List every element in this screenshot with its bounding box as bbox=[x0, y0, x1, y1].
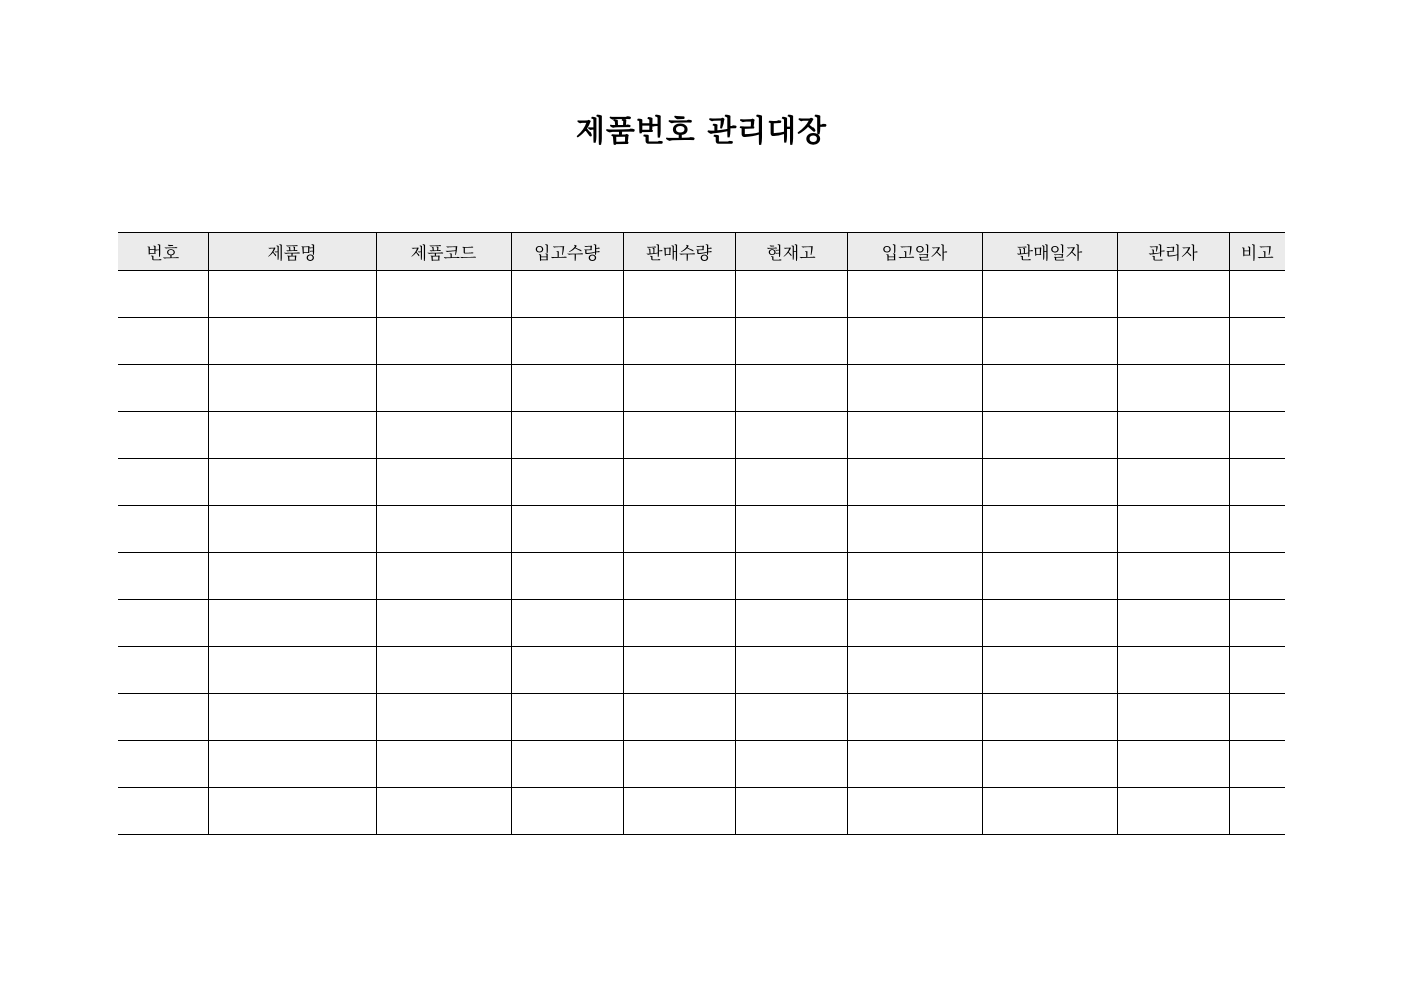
cell-remarks[interactable] bbox=[1229, 506, 1285, 553]
header-received-qty: 입고수량 bbox=[511, 233, 623, 271]
cell-sold-date[interactable] bbox=[982, 647, 1117, 694]
cell-number[interactable] bbox=[118, 600, 208, 647]
cell-manager[interactable] bbox=[1117, 553, 1229, 600]
cell-current-stock[interactable] bbox=[735, 459, 847, 506]
cell-remarks[interactable] bbox=[1229, 600, 1285, 647]
cell-received-qty[interactable] bbox=[511, 553, 623, 600]
table-row bbox=[118, 788, 1285, 835]
cell-number[interactable] bbox=[118, 694, 208, 741]
cell-received-qty[interactable] bbox=[511, 412, 623, 459]
cell-sold-qty[interactable] bbox=[623, 412, 735, 459]
cell-sold-date[interactable] bbox=[982, 365, 1117, 412]
cell-current-stock[interactable] bbox=[735, 412, 847, 459]
table-header bbox=[118, 233, 1285, 271]
cell-sold-date[interactable] bbox=[982, 788, 1117, 835]
table-row bbox=[118, 694, 1285, 741]
cell-sold-qty[interactable] bbox=[623, 600, 735, 647]
cell-current-stock[interactable] bbox=[735, 318, 847, 365]
cell-current-stock[interactable] bbox=[735, 694, 847, 741]
cell-sold-qty[interactable] bbox=[623, 365, 735, 412]
cell-manager[interactable] bbox=[1117, 459, 1229, 506]
table-row bbox=[118, 459, 1285, 506]
cell-received-qty[interactable] bbox=[511, 271, 623, 318]
cell-sold-date[interactable] bbox=[982, 318, 1117, 365]
cell-sold-qty[interactable] bbox=[623, 694, 735, 741]
cell-received-date[interactable] bbox=[847, 553, 982, 600]
cell-product-code[interactable] bbox=[376, 271, 511, 318]
cell-received-date[interactable] bbox=[847, 459, 982, 506]
cell-received-date[interactable] bbox=[847, 694, 982, 741]
cell-product-code[interactable] bbox=[376, 459, 511, 506]
cell-product-code[interactable] bbox=[376, 365, 511, 412]
cell-product-code[interactable] bbox=[376, 694, 511, 741]
header-received-date: 입고일자 bbox=[847, 233, 982, 271]
cell-remarks[interactable] bbox=[1229, 741, 1285, 788]
cell-sold-qty[interactable] bbox=[623, 647, 735, 694]
header-product-name: 제품명 bbox=[208, 233, 376, 271]
cell-current-stock[interactable] bbox=[735, 553, 847, 600]
cell-received-qty[interactable] bbox=[511, 318, 623, 365]
cell-product-code[interactable] bbox=[376, 647, 511, 694]
cell-product-name[interactable] bbox=[208, 365, 376, 412]
cell-product-name[interactable] bbox=[208, 459, 376, 506]
cell-product-code[interactable] bbox=[376, 318, 511, 365]
cell-received-qty[interactable] bbox=[511, 741, 623, 788]
table-row bbox=[118, 365, 1285, 412]
cell-current-stock[interactable] bbox=[735, 506, 847, 553]
header-row bbox=[118, 233, 1285, 271]
cell-manager[interactable] bbox=[1117, 600, 1229, 647]
cell-sold-qty[interactable] bbox=[623, 553, 735, 600]
header-manager: 관리자 bbox=[1117, 233, 1229, 271]
product-ledger-table bbox=[118, 232, 1285, 835]
cell-sold-qty[interactable] bbox=[623, 459, 735, 506]
cell-received-date[interactable] bbox=[847, 506, 982, 553]
cell-received-date[interactable] bbox=[847, 600, 982, 647]
cell-manager[interactable] bbox=[1117, 694, 1229, 741]
cell-received-qty[interactable] bbox=[511, 647, 623, 694]
cell-remarks[interactable] bbox=[1229, 694, 1285, 741]
cell-current-stock[interactable] bbox=[735, 365, 847, 412]
cell-current-stock[interactable] bbox=[735, 600, 847, 647]
page-title: 제품번호 관리대장 bbox=[575, 114, 828, 149]
cell-current-stock[interactable] bbox=[735, 271, 847, 318]
cell-sold-date[interactable] bbox=[982, 271, 1117, 318]
table-row bbox=[118, 271, 1285, 318]
cell-remarks[interactable] bbox=[1229, 271, 1285, 318]
cell-number[interactable] bbox=[118, 741, 208, 788]
table-row bbox=[118, 647, 1285, 694]
cell-received-qty[interactable] bbox=[511, 365, 623, 412]
cell-manager[interactable] bbox=[1117, 412, 1229, 459]
cell-manager[interactable] bbox=[1117, 506, 1229, 553]
header-product-code: 제품코드 bbox=[376, 233, 511, 271]
cell-sold-date[interactable] bbox=[982, 741, 1117, 788]
table-row bbox=[118, 318, 1285, 365]
table-row bbox=[118, 553, 1285, 600]
header-number: 번호 bbox=[118, 233, 208, 271]
cell-sold-date[interactable] bbox=[982, 459, 1117, 506]
cell-received-date[interactable] bbox=[847, 271, 982, 318]
cell-sold-qty[interactable] bbox=[623, 506, 735, 553]
cell-sold-date[interactable] bbox=[982, 412, 1117, 459]
cell-sold-date[interactable] bbox=[982, 553, 1117, 600]
cell-product-name[interactable] bbox=[208, 271, 376, 318]
cell-manager[interactable] bbox=[1117, 647, 1229, 694]
cell-product-name[interactable] bbox=[208, 600, 376, 647]
table-row bbox=[118, 600, 1285, 647]
cell-remarks[interactable] bbox=[1229, 788, 1285, 835]
cell-remarks[interactable] bbox=[1229, 553, 1285, 600]
cell-current-stock[interactable] bbox=[735, 647, 847, 694]
cell-manager[interactable] bbox=[1117, 365, 1229, 412]
cell-sold-date[interactable] bbox=[982, 600, 1117, 647]
cell-number[interactable] bbox=[118, 318, 208, 365]
cell-product-code[interactable] bbox=[376, 600, 511, 647]
cell-product-code[interactable] bbox=[376, 553, 511, 600]
cell-sold-qty[interactable] bbox=[623, 788, 735, 835]
cell-manager[interactable] bbox=[1117, 271, 1229, 318]
cell-remarks[interactable] bbox=[1229, 318, 1285, 365]
cell-number[interactable] bbox=[118, 647, 208, 694]
header-remarks: 비고 bbox=[1229, 233, 1285, 271]
table-row bbox=[118, 506, 1285, 553]
cell-number[interactable] bbox=[118, 459, 208, 506]
cell-number[interactable] bbox=[118, 365, 208, 412]
cell-product-name[interactable] bbox=[208, 694, 376, 741]
header-sold-qty: 판매수량 bbox=[623, 233, 735, 271]
cell-number[interactable] bbox=[118, 271, 208, 318]
cell-sold-qty[interactable] bbox=[623, 741, 735, 788]
cell-received-date[interactable] bbox=[847, 741, 982, 788]
cell-sold-date[interactable] bbox=[982, 694, 1117, 741]
cell-number[interactable] bbox=[118, 506, 208, 553]
cell-received-date[interactable] bbox=[847, 647, 982, 694]
cell-remarks[interactable] bbox=[1229, 412, 1285, 459]
cell-remarks[interactable] bbox=[1229, 647, 1285, 694]
cell-number[interactable] bbox=[118, 788, 208, 835]
table-body bbox=[118, 271, 1285, 835]
cell-received-date[interactable] bbox=[847, 365, 982, 412]
cell-sold-date[interactable] bbox=[982, 506, 1117, 553]
cell-product-code[interactable] bbox=[376, 506, 511, 553]
cell-product-code[interactable] bbox=[376, 788, 511, 835]
table-row bbox=[118, 412, 1285, 459]
cell-received-date[interactable] bbox=[847, 788, 982, 835]
cell-product-name[interactable] bbox=[208, 741, 376, 788]
cell-current-stock[interactable] bbox=[735, 741, 847, 788]
header-sold-date: 판매일자 bbox=[982, 233, 1117, 271]
cell-received-qty[interactable] bbox=[511, 694, 623, 741]
cell-product-name[interactable] bbox=[208, 647, 376, 694]
cell-manager[interactable] bbox=[1117, 318, 1229, 365]
cell-remarks[interactable] bbox=[1229, 459, 1285, 506]
cell-product-name[interactable] bbox=[208, 412, 376, 459]
cell-sold-qty[interactable] bbox=[623, 271, 735, 318]
table-row bbox=[118, 741, 1285, 788]
cell-product-code[interactable] bbox=[376, 741, 511, 788]
cell-current-stock[interactable] bbox=[735, 788, 847, 835]
cell-number[interactable] bbox=[118, 412, 208, 459]
cell-received-qty[interactable] bbox=[511, 788, 623, 835]
cell-product-name[interactable] bbox=[208, 506, 376, 553]
cell-received-date[interactable] bbox=[847, 318, 982, 365]
cell-manager[interactable] bbox=[1117, 788, 1229, 835]
cell-sold-qty[interactable] bbox=[623, 318, 735, 365]
cell-product-name[interactable] bbox=[208, 553, 376, 600]
cell-received-qty[interactable] bbox=[511, 506, 623, 553]
cell-received-date[interactable] bbox=[847, 412, 982, 459]
cell-product-code[interactable] bbox=[376, 412, 511, 459]
cell-remarks[interactable] bbox=[1229, 365, 1285, 412]
cell-received-qty[interactable] bbox=[511, 600, 623, 647]
cell-received-qty[interactable] bbox=[511, 459, 623, 506]
cell-product-name[interactable] bbox=[208, 788, 376, 835]
cell-number[interactable] bbox=[118, 553, 208, 600]
cell-manager[interactable] bbox=[1117, 741, 1229, 788]
header-current-stock: 현재고 bbox=[735, 233, 847, 271]
cell-product-name[interactable] bbox=[208, 318, 376, 365]
